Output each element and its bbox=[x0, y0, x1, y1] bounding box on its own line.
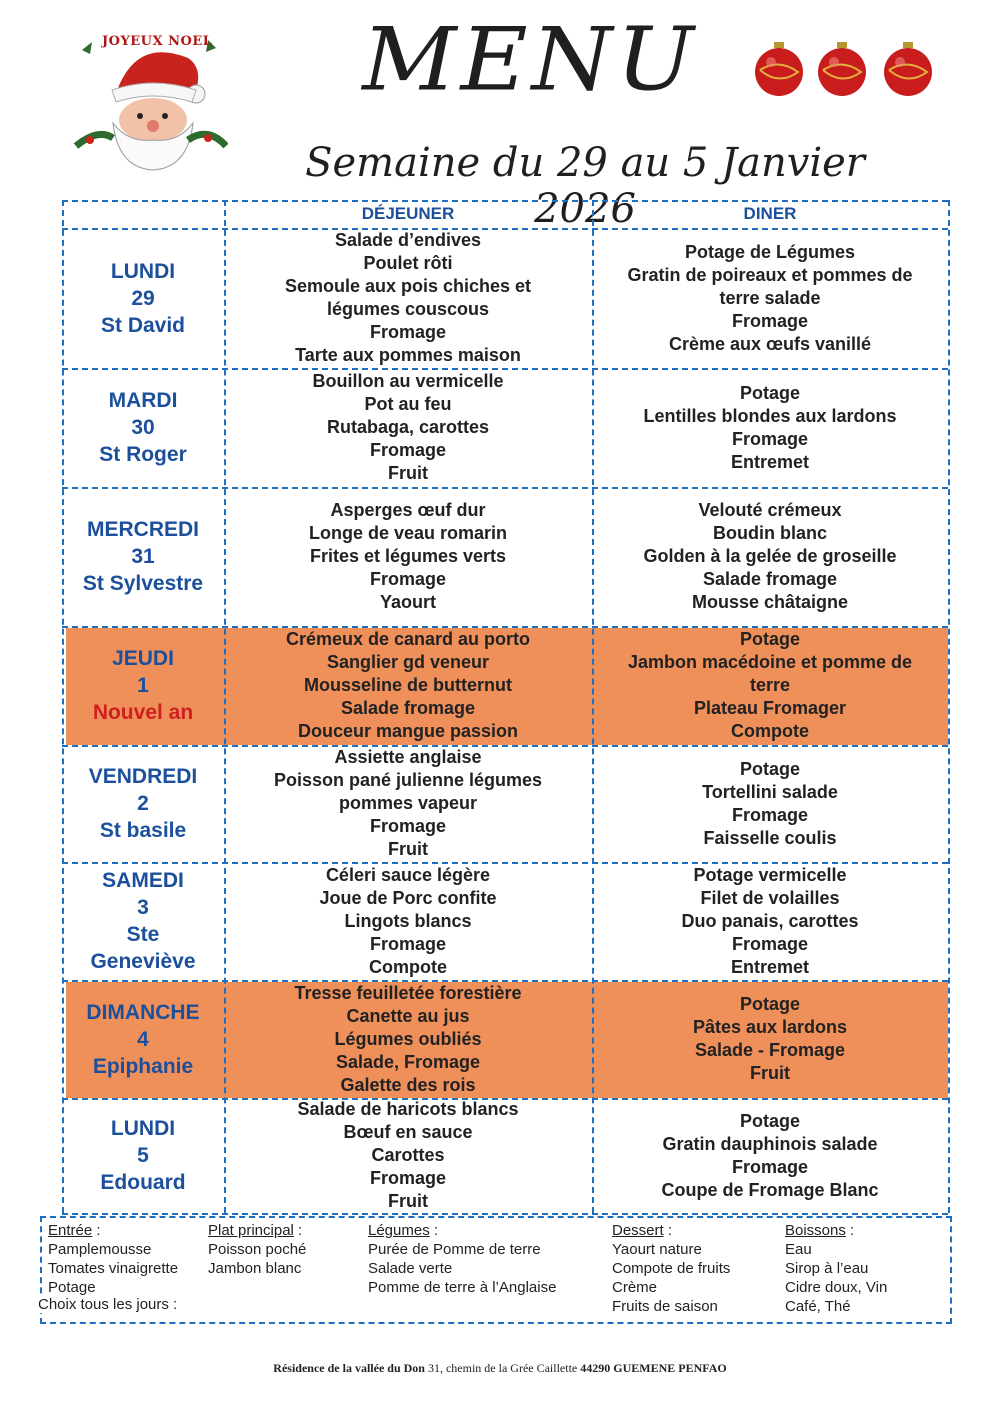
alternative-group bbox=[208, 1221, 306, 1278]
day-row bbox=[0, 980, 1000, 1098]
group-label-text: Plat principal bbox=[208, 1222, 294, 1239]
lunch-item: Fruit bbox=[388, 839, 428, 859]
lunch-item: Fruit bbox=[388, 1191, 428, 1211]
dinner-item: Fromage bbox=[731, 804, 809, 825]
dinner-item: Entremet bbox=[730, 451, 810, 472]
dinner-item: Entremet bbox=[730, 956, 810, 977]
lunch-item: Poisson pané julienne légumes bbox=[273, 770, 543, 790]
residence-name: Résidence de la vallée du Don bbox=[273, 1361, 425, 1375]
page-title: MENU bbox=[362, 8, 698, 111]
day-date: 30 bbox=[131, 416, 155, 439]
lunch-item: Salade, Fromage bbox=[335, 1051, 481, 1072]
dinner-item: Velouté crémeux bbox=[698, 500, 842, 520]
day-cell bbox=[62, 228, 224, 368]
lunch-item: Fromage bbox=[369, 569, 447, 589]
dinner-item: Lentilles blondes aux lardons bbox=[643, 405, 897, 426]
day-date: 5 bbox=[137, 1144, 149, 1167]
grid-line bbox=[62, 368, 948, 370]
grid-line bbox=[62, 745, 948, 747]
saint-name: Nouvel an bbox=[92, 701, 194, 724]
lunch-item: Tarte aux pommes maison bbox=[295, 345, 521, 365]
lunch-item: Semoule aux pois chiches et bbox=[284, 276, 532, 296]
dinner-item: Coupe de Fromage Blanc bbox=[661, 1179, 879, 1200]
grid-line bbox=[62, 1098, 948, 1100]
lunch-item: Galette des rois bbox=[340, 1074, 476, 1095]
lunch-item: Assiette anglaise bbox=[334, 747, 482, 767]
lunch-item: Poulet rôti bbox=[363, 253, 453, 273]
footer-address bbox=[0, 1361, 1000, 1376]
lunch-item: Salade fromage bbox=[340, 698, 476, 718]
alternative-item: Yaourt nature bbox=[612, 1241, 702, 1258]
lunch-cell bbox=[224, 745, 592, 862]
lunch-item: Douceur mangue passion bbox=[297, 721, 519, 741]
dinner-item: Fromage bbox=[731, 428, 809, 449]
saint-name: Epiphanie bbox=[92, 1054, 194, 1078]
alternative-item: Compote de fruits bbox=[612, 1260, 731, 1277]
lunch-cell bbox=[224, 368, 592, 487]
lunch-cell bbox=[224, 1098, 592, 1213]
dinner-item: Potage de Légumes bbox=[684, 241, 856, 262]
street-address: 31, chemin de la Grée Caillette bbox=[427, 1361, 578, 1375]
group-label-text: Boissons bbox=[785, 1222, 846, 1239]
dinner-cell bbox=[592, 980, 948, 1098]
alternative-group bbox=[785, 1221, 887, 1316]
alternative-item: Café, Thé bbox=[785, 1298, 851, 1315]
alternative-item: Cidre doux, Vin bbox=[785, 1279, 888, 1296]
day-cell bbox=[62, 1098, 224, 1213]
day-name: LUNDI bbox=[110, 259, 176, 283]
dinner-item: Potage bbox=[739, 382, 800, 403]
day-row bbox=[0, 228, 1000, 368]
santa-caption: JOYEUX NOEL bbox=[102, 34, 213, 49]
lunch-item: Bouillon au vermicelle bbox=[312, 371, 504, 391]
dinner-cell bbox=[592, 1098, 948, 1213]
week-subtitle: Semaine du 29 au 5 Janvier 2026 bbox=[305, 140, 865, 232]
alternative-group-label: Plat principal : bbox=[208, 1222, 303, 1239]
dinner-item: Boudin blanc bbox=[713, 523, 827, 543]
lunch-cell bbox=[224, 862, 592, 980]
lunch-item: Bœuf en sauce bbox=[343, 1122, 473, 1142]
saint-name: Edouard bbox=[100, 1171, 186, 1194]
day-cell bbox=[62, 745, 224, 862]
alternative-group bbox=[368, 1221, 556, 1297]
lunch-cell bbox=[224, 626, 592, 745]
alternative-item: Pomme de terre à l’Anglaise bbox=[368, 1279, 557, 1296]
lunch-item: Frites et légumes verts bbox=[309, 546, 507, 566]
dinner-item: Potage bbox=[739, 629, 800, 649]
lunch-item: Lingots blancs bbox=[344, 910, 472, 931]
dinner-cell bbox=[592, 626, 948, 745]
dinner-item: Gratin dauphinois salade bbox=[662, 1133, 878, 1154]
dinner-cell bbox=[592, 862, 948, 980]
grid-line bbox=[592, 200, 594, 1213]
dinner-cell bbox=[592, 745, 948, 862]
alternative-item: Fruits de saison bbox=[612, 1298, 718, 1315]
day-row bbox=[0, 626, 1000, 745]
dinner-item: Fromage bbox=[731, 1156, 809, 1177]
day-date: 2 bbox=[137, 792, 149, 815]
day-row bbox=[0, 745, 1000, 862]
dinner-item: Potage bbox=[739, 758, 800, 779]
dinner-column-header: DINER bbox=[743, 204, 797, 223]
alternative-group-label: Légumes : bbox=[368, 1222, 439, 1239]
dinner-item: Fromage bbox=[731, 310, 809, 331]
day-date: 4 bbox=[137, 1027, 149, 1051]
day-row bbox=[0, 487, 1000, 626]
group-label-text: Légumes bbox=[368, 1222, 430, 1239]
dinner-item: Pâtes aux lardons bbox=[692, 1017, 848, 1037]
lunch-item: Fromage bbox=[369, 440, 447, 460]
dinner-item: Faisselle coulis bbox=[703, 827, 837, 848]
lunch-item: Fruit bbox=[388, 463, 428, 483]
dinner-item: Mousse châtaigne bbox=[691, 592, 849, 612]
lunch-item: Crémeux de canard au porto bbox=[285, 629, 531, 649]
alternative-group-label: Dessert : bbox=[612, 1222, 673, 1239]
lunch-item: Céleri sauce légère bbox=[325, 864, 491, 885]
alternative-item: Potage bbox=[48, 1279, 96, 1296]
lunch-item: Rutabaga, carottes bbox=[326, 417, 490, 437]
alternative-item: Jambon blanc bbox=[208, 1260, 302, 1277]
day-cell bbox=[62, 862, 224, 980]
alternative-item: Sirop à l’eau bbox=[785, 1260, 869, 1277]
group-label-text: Dessert bbox=[612, 1222, 664, 1239]
lunch-item: Salade de haricots blancs bbox=[297, 1099, 519, 1119]
grid-line bbox=[224, 200, 226, 1213]
lunch-item: Joue de Porc confite bbox=[319, 887, 497, 908]
dinner-item: Fruit bbox=[750, 1063, 790, 1083]
dinner-item: Potage vermicelle bbox=[693, 864, 847, 885]
lunch-item: Carottes bbox=[371, 1145, 445, 1165]
lunch-item: Salade d’endives bbox=[334, 230, 482, 250]
alternative-item: Tomates vinaigrette bbox=[48, 1260, 179, 1277]
grid-line bbox=[62, 487, 948, 489]
dinner-item: terre bbox=[749, 675, 791, 695]
dinner-item: Salade - Fromage bbox=[694, 1040, 846, 1060]
dinner-item: Crème aux œufs vanillé bbox=[668, 333, 872, 354]
lunch-item: Mousseline de butternut bbox=[303, 675, 512, 695]
alternative-item: Salade verte bbox=[368, 1260, 453, 1277]
alternative-group bbox=[48, 1221, 178, 1297]
dinner-item: Golden à la gelée de groseille bbox=[643, 546, 897, 566]
day-date: 3 bbox=[137, 896, 149, 919]
lunch-item: pommes vapeur bbox=[338, 793, 478, 813]
dinner-item: Tortellini salade bbox=[702, 781, 838, 802]
saint-name: St basile bbox=[99, 819, 187, 842]
day-name: LUNDI bbox=[110, 1117, 176, 1140]
day-row bbox=[0, 862, 1000, 980]
dinner-item: Compote bbox=[731, 721, 809, 741]
daily-choice-label: Choix tous les jours : bbox=[38, 1296, 178, 1313]
lunch-item: Fromage bbox=[369, 816, 447, 836]
dinner-item: Filet de volailles bbox=[700, 887, 840, 908]
lunch-item: Fromage bbox=[369, 1168, 447, 1188]
lunch-item: Longe de veau romarin bbox=[308, 523, 508, 543]
lunch-item: Canette au jus bbox=[346, 1005, 470, 1026]
dinner-cell bbox=[592, 368, 948, 487]
lunch-cell bbox=[224, 228, 592, 368]
lunch-cell bbox=[224, 487, 592, 626]
lunch-item: Légumes oubliés bbox=[334, 1028, 482, 1049]
lunch-item: Tresse feuilletée forestière bbox=[294, 982, 522, 1003]
grid-line bbox=[62, 1213, 948, 1215]
group-label-text: Entrée bbox=[48, 1222, 93, 1239]
day-date: 31 bbox=[131, 545, 155, 568]
dinner-item: Gratin de poireaux et pommes de bbox=[627, 264, 913, 285]
day-date: 29 bbox=[131, 286, 155, 310]
lunch-item: Yaourt bbox=[379, 592, 436, 612]
alternative-item: Crème bbox=[612, 1279, 658, 1296]
alternative-group-label: Entrée : bbox=[48, 1222, 101, 1239]
day-name: VENDREDI bbox=[88, 765, 198, 788]
dinner-item: Potage bbox=[739, 1110, 800, 1131]
dinner-item: Jambon macédoine et pomme de bbox=[627, 652, 913, 672]
saint-name: St David bbox=[100, 313, 186, 337]
dinner-item: Potage bbox=[739, 994, 800, 1014]
grid-line bbox=[62, 862, 948, 864]
day-cell bbox=[62, 368, 224, 487]
alternative-group-label: Boissons : bbox=[785, 1222, 855, 1239]
dinner-cell bbox=[592, 487, 948, 626]
lunch-item: Pot au feu bbox=[364, 394, 452, 414]
lunch-column-header: DÉJEUNER bbox=[361, 204, 455, 223]
dinner-cell bbox=[592, 228, 948, 368]
lunch-item: légumes couscous bbox=[326, 299, 490, 319]
saint-name: St Sylvestre bbox=[82, 572, 204, 595]
alternative-group bbox=[612, 1221, 730, 1316]
day-cell bbox=[62, 980, 224, 1098]
day-name: MARDI bbox=[108, 389, 178, 412]
saint-name: St Roger bbox=[99, 443, 187, 466]
lunch-item: Fromage bbox=[369, 322, 447, 342]
day-cell bbox=[62, 487, 224, 626]
dinner-item: Plateau Fromager bbox=[693, 698, 847, 718]
day-row bbox=[0, 1098, 1000, 1213]
day-name: SAMEDI bbox=[102, 869, 184, 892]
daily-alternatives-box bbox=[40, 1216, 952, 1324]
alternative-item: Poisson poché bbox=[208, 1241, 307, 1258]
saint-name: Ste bbox=[126, 923, 160, 946]
alternative-item: Eau bbox=[785, 1241, 812, 1258]
dinner-item: Fromage bbox=[731, 933, 809, 954]
dinner-item: terre salade bbox=[719, 287, 821, 308]
day-name: JEUDI bbox=[112, 647, 174, 670]
lunch-cell bbox=[224, 980, 592, 1098]
grid-line bbox=[948, 200, 950, 1213]
grid-line bbox=[62, 228, 948, 230]
lunch-item: Asperges œuf dur bbox=[330, 500, 486, 520]
dinner-item: Salade fromage bbox=[702, 569, 838, 589]
saint-name: Geneviève bbox=[90, 950, 196, 973]
lunch-item: Fromage bbox=[369, 933, 447, 954]
day-name: DIMANCHE bbox=[86, 1000, 200, 1024]
day-date: 1 bbox=[137, 674, 149, 697]
city-postcode: 44290 GUEMENE PENFAO bbox=[580, 1361, 727, 1375]
alternative-item: Purée de Pomme de terre bbox=[368, 1241, 541, 1258]
grid-line bbox=[62, 980, 948, 982]
lunch-item: Compote bbox=[369, 956, 447, 977]
grid-line bbox=[62, 200, 64, 1213]
dinner-item: Duo panais, carottes bbox=[681, 910, 859, 931]
alternative-item: Pamplemousse bbox=[48, 1241, 152, 1258]
day-cell bbox=[62, 626, 224, 745]
grid-line bbox=[62, 200, 948, 202]
day-row bbox=[0, 368, 1000, 487]
day-name: MERCREDI bbox=[86, 518, 199, 541]
lunch-item: Sanglier gd veneur bbox=[326, 652, 490, 672]
grid-line bbox=[62, 626, 948, 628]
